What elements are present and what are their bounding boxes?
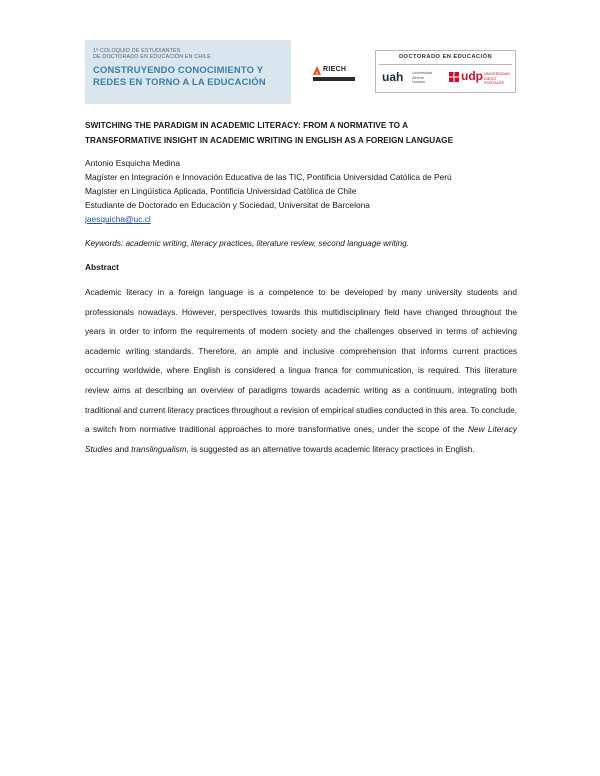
banner-title-line1: CONSTRUYENDO CONOCIMIENTO Y bbox=[93, 64, 264, 76]
doctorate-box-divider bbox=[379, 64, 512, 65]
uah-logo: uah bbox=[382, 70, 404, 84]
abstract-text-part2: and bbox=[112, 443, 132, 454]
udp-mark-icon bbox=[449, 72, 459, 82]
riech-mark-icon bbox=[313, 66, 321, 75]
paper-title-line1: SWITCHING THE PARADIGM IN ACADEMIC LITERACY: FROM A NORMATIVE TO A bbox=[85, 121, 409, 130]
author-name: Antonio Esquicha Medina bbox=[85, 158, 180, 168]
abstract-heading: Abstract bbox=[85, 262, 119, 272]
author-affiliation-1: Magíster en Integración e Innovación Educativa de las TIC, Pontificia Universidad Católica de Perú bbox=[85, 172, 452, 182]
abstract-body bbox=[85, 283, 517, 459]
riech-logo-bar bbox=[313, 77, 355, 81]
doctorate-box-title: DOCTORADO EN EDUCACIÓN bbox=[398, 54, 493, 60]
abstract-text-part1: Academic literacy in a foreign language is a competence to be developed by many university students and professionals nowadays. However, perspectives towards this multidisciplinary field have changed throughout the years in order to inform the requirements of modern society and the challenges observed in terms of achieving academic writing standards. Therefore, an ample and inclusive comprehension that informs current practices occurring worldwide, where English is considered a lingua franca for communication, is required. This literature review aims at describing an overview of paradigms towards academic writing as a continuum, integrating both traditional and current literacy practices throughout a revision of empirical studies conducted in this area. To conclude, a switch from normative traditional approaches to more transformative ones, under the scope of the bbox=[85, 287, 517, 435]
paper-title bbox=[85, 118, 517, 148]
paper-title-line2: TRANSFORMATIVE INSIGHT IN ACADEMIC WRITING IN ENGLISH AS A FOREIGN LANGUAGE bbox=[85, 136, 454, 145]
banner-subtitle-line2: DE DOCTORADO EN EDUCACIÓN EN CHILE bbox=[93, 54, 211, 61]
uah-logo-subtitle: Universidad Alberto Hurtado bbox=[412, 71, 433, 84]
doctorate-logos-box bbox=[375, 50, 516, 93]
keywords: Keywords: academic writing, literacy practices, literature review, second language writing. bbox=[85, 239, 410, 248]
colloquium-banner bbox=[85, 40, 291, 104]
riech-logo bbox=[313, 66, 355, 86]
author-block bbox=[85, 156, 517, 226]
abstract-emphasis-new-literacy-studies: New Literacy Studies bbox=[85, 424, 517, 454]
abstract-text-part3: , is suggested as an alternative towards academic literacy practices in English. bbox=[186, 443, 475, 454]
banner-title bbox=[93, 64, 283, 88]
udp-logo: udp bbox=[461, 69, 483, 83]
author-email-link[interactable]: jaesquicha@uc.cl bbox=[85, 214, 151, 224]
author-affiliation-2: Magíster en Lingüística Aplicada, Pontificia Universidad Católica de Chile bbox=[85, 186, 357, 196]
banner-title-line2: REDES EN TORNO A LA EDUCACIÓN bbox=[93, 76, 266, 88]
riech-logo-text: RIECH bbox=[323, 66, 347, 73]
abstract-emphasis-translingualism: translingualism bbox=[131, 443, 187, 454]
author-affiliation-3: Estudiante de Doctorado en Educación y Sociedad, Universitat de Barcelona bbox=[85, 200, 370, 210]
paper-content bbox=[85, 118, 517, 468]
udp-logo-subtitle: UNIVERSIDAD DIEGO PORTALES bbox=[484, 72, 510, 85]
banner-subtitle-line1: 1º COLOQUIO DE ESTUDIANTES bbox=[93, 48, 181, 54]
